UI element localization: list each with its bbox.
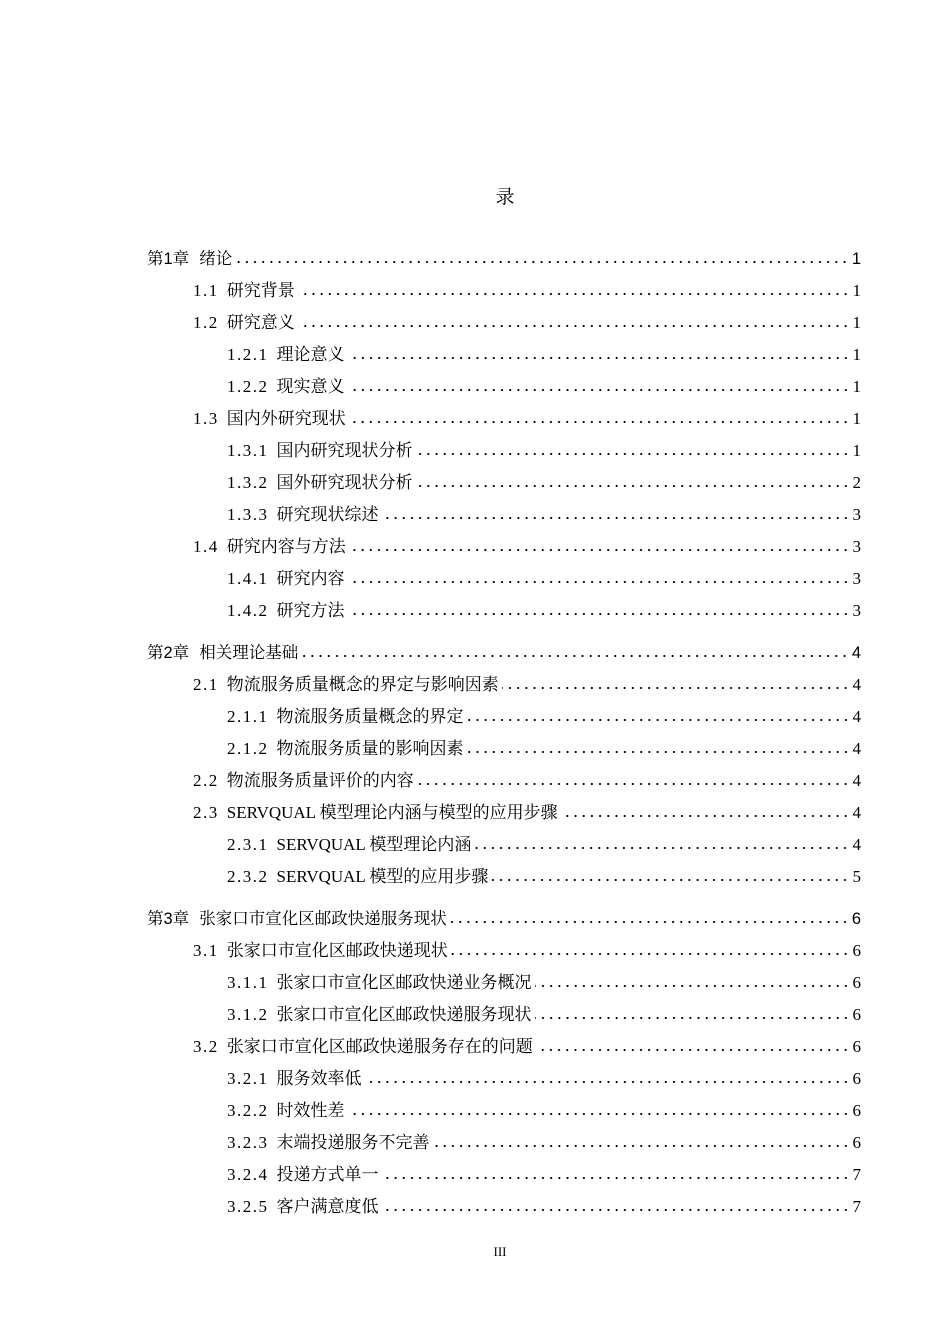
toc-entry-number: 3.2.3 [227, 1133, 269, 1152]
toc-entry[interactable] [147, 861, 861, 893]
toc-entry-number: 第1章 [147, 250, 190, 268]
toc-entry-title: 物流服务质量概念的界定 [276, 707, 464, 726]
dot-leader [451, 952, 850, 956]
toc-entry-page: 6 [852, 1133, 861, 1152]
dot-leader [535, 1016, 850, 1020]
toc-entry[interactable] [147, 499, 861, 531]
toc-entry-page: 6 [852, 941, 861, 960]
toc-entry-number: 2.2 [193, 771, 219, 790]
toc-entry-title: 张家口市宣化区邮政快递业务概况 [276, 973, 532, 992]
toc-entry-number: 1.2.2 [227, 377, 269, 396]
toc-entry-title: 物流服务质量概念的界定与影响因素 [226, 675, 499, 694]
dot-leader [467, 718, 850, 722]
dot-leader [298, 324, 850, 328]
toc-entry-title: SERVQUAL 模型的应用步骤 [276, 867, 489, 886]
toc-entry-title: 现实意义 [276, 377, 345, 396]
dot-leader [348, 388, 850, 392]
toc-entry-number: 3.2.1 [227, 1069, 269, 1088]
toc-entry-number: 2.1.1 [227, 707, 269, 726]
dot-leader [474, 846, 849, 850]
dot-leader [348, 356, 850, 360]
toc-entry-page: 4 [852, 835, 861, 854]
toc-entry[interactable] [147, 403, 861, 435]
toc-entry-page: 7 [852, 1197, 861, 1216]
toc-entry-page: 6 [852, 1037, 861, 1056]
toc-entry-title: 末端投递服务不完善 [276, 1133, 430, 1152]
dot-leader [348, 1112, 850, 1116]
toc-entry-title: 研究内容 [276, 569, 345, 588]
toc-entry-title: 物流服务质量的影响因素 [276, 739, 464, 758]
dot-leader [348, 580, 850, 584]
toc-entry-title: 国外研究现状分析 [276, 473, 413, 492]
toc-entry-page: 3 [852, 569, 861, 588]
toc-entry-number: 1.3.1 [227, 441, 269, 460]
dot-leader [416, 452, 850, 456]
toc-chapter-entry[interactable] [147, 243, 861, 275]
toc-entry[interactable] [147, 531, 861, 563]
toc-entry-title: 研究意义 [226, 313, 295, 332]
toc-entry-number: 1.1 [193, 281, 219, 300]
toc-entry-number: 3.1.2 [227, 1005, 269, 1024]
dot-leader [561, 814, 850, 818]
toc-entry-number: 3.2.5 [227, 1197, 269, 1216]
dot-leader [382, 1208, 850, 1212]
toc-entry-number: 3.1.1 [227, 973, 269, 992]
toc-entry-page: 4 [852, 707, 861, 726]
toc-entry-number: 1.3 [193, 409, 219, 428]
toc-entry-title: 时效性差 [276, 1101, 345, 1120]
toc-entry[interactable] [147, 595, 861, 627]
page-number-footer: III [493, 1244, 507, 1259]
dot-leader [491, 878, 849, 882]
toc-entry-title: SERVQUAL 模型理论内涵 [276, 835, 472, 854]
toc-entry[interactable] [147, 275, 861, 307]
toc-entry[interactable] [147, 1095, 861, 1127]
dot-leader [417, 782, 850, 786]
toc-entry-page: 4 [852, 771, 861, 790]
toc-entry-page: 3 [852, 505, 861, 524]
toc-entry-page: 6 [852, 1005, 861, 1024]
toc-entry-title: 张家口市宣化区邮政快递服务现状 [199, 910, 447, 928]
toc-entry[interactable] [147, 435, 861, 467]
toc-entry-title: 服务效率低 [276, 1069, 362, 1088]
toc-entry[interactable] [147, 1031, 861, 1063]
toc-entry-number: 1.4.2 [227, 601, 269, 620]
dot-leader [349, 548, 850, 552]
toc-entry-number: 第2章 [147, 644, 190, 662]
dot-leader [382, 1176, 850, 1180]
toc-entry-page: 2 [852, 473, 861, 492]
toc-entry-page: 4 [852, 675, 861, 694]
dot-leader [235, 260, 849, 264]
dot-leader [365, 1080, 850, 1084]
toc-entry-page: 5 [852, 867, 861, 886]
toc-entry-number: 1.4 [193, 537, 219, 556]
toc-chapter-entry[interactable] [147, 637, 861, 669]
toc-entry-number: 2.1.2 [227, 739, 269, 758]
toc-entry-number: 2.1 [193, 675, 219, 694]
toc-entry-number: 1.2 [193, 313, 219, 332]
toc-entry-number: 1.3.2 [227, 473, 269, 492]
toc-entry[interactable] [147, 797, 861, 829]
toc-entry-number: 1.3.3 [227, 505, 269, 524]
toc-entry-page: 6 [851, 910, 861, 928]
dot-leader [467, 750, 850, 754]
toc-entry-title: 理论意义 [276, 345, 345, 364]
dot-leader [416, 484, 850, 488]
toc-entry[interactable] [147, 467, 861, 499]
toc-entry-page: 7 [852, 1165, 861, 1184]
dot-leader [348, 612, 850, 616]
toc-entry[interactable] [147, 829, 861, 861]
toc-entry-page: 4 [852, 803, 861, 822]
toc-entry-title: 国内外研究现状 [226, 409, 346, 428]
toc-entry-title: 张家口市宣化区邮政快递服务现状 [276, 1005, 532, 1024]
toc-entry[interactable] [147, 669, 861, 701]
toc-entry-title: 投递方式单一 [276, 1165, 379, 1184]
toc-entry-page: 6 [852, 1069, 861, 1088]
toc-entry-number: 3.2 [193, 1037, 219, 1056]
dot-leader [535, 984, 850, 988]
toc-entry-number: 3.2.4 [227, 1165, 269, 1184]
toc-entry-title: 研究背景 [226, 281, 295, 300]
toc-entry[interactable] [147, 1063, 861, 1095]
toc-entry-title: 研究方法 [276, 601, 345, 620]
toc-entry[interactable] [147, 1127, 861, 1159]
toc-entry-number: 2.3 [193, 803, 219, 822]
toc-entry[interactable] [147, 371, 861, 403]
dot-leader [298, 292, 850, 296]
toc-entry-number: 2.3.1 [227, 835, 269, 854]
toc-entry-title: 研究内容与方法 [226, 537, 346, 556]
toc-entry-title: 张家口市宣化区邮政快递服务存在的问题 [226, 1037, 533, 1056]
toc-entry[interactable] [147, 1159, 861, 1191]
toc-entry[interactable] [147, 563, 861, 595]
toc-entry-title: 张家口市宣化区邮政快递现状 [226, 941, 448, 960]
toc-entry[interactable] [147, 701, 861, 733]
toc-entry-page: 3 [852, 537, 861, 556]
toc-entry[interactable] [147, 733, 861, 765]
toc-entry-page: 1 [852, 313, 861, 332]
toc-entry-title: 相关理论基础 [199, 644, 299, 662]
dot-leader [536, 1048, 850, 1052]
dot-leader [301, 654, 849, 658]
dot-leader [433, 1144, 850, 1148]
toc-entry-title: 绪论 [199, 250, 233, 268]
toc-entry[interactable] [147, 1191, 861, 1223]
toc-title: 录 [495, 187, 515, 208]
toc-entry-page: 1 [852, 281, 861, 300]
toc-entry-page: 1 [852, 377, 861, 396]
toc-entry-title: 国内研究现状分析 [276, 441, 413, 460]
toc-entry-number: 第3章 [147, 910, 190, 928]
toc-entry[interactable] [147, 765, 861, 797]
toc-entry-page: 1 [852, 345, 861, 364]
toc-entry-number: 1.4.1 [227, 569, 269, 588]
dot-leader [349, 420, 850, 424]
toc-entry-number: 3.1 [193, 941, 219, 960]
toc-entry-page: 1 [852, 409, 861, 428]
toc-entry-title: 物流服务质量评价的内容 [226, 771, 414, 790]
toc-entry-title: SERVQUAL 模型理论内涵与模型的应用步骤 [226, 803, 558, 822]
toc-entry-page: 4 [851, 644, 861, 662]
toc-entry-page: 6 [852, 1101, 861, 1120]
toc-entry[interactable] [147, 999, 861, 1031]
toc-entry-title: 研究现状综述 [276, 505, 379, 524]
dot-leader [450, 920, 849, 924]
toc-entry-page: 6 [852, 973, 861, 992]
toc-entry-page: 3 [852, 601, 861, 620]
table-of-contents [147, 243, 861, 1223]
toc-entry-number: 3.2.2 [227, 1101, 269, 1120]
toc-entry-page: 1 [852, 441, 861, 460]
toc-entry-number: 1.2.1 [227, 345, 269, 364]
toc-entry-page: 1 [851, 250, 861, 268]
dot-leader [502, 686, 850, 690]
toc-entry[interactable] [147, 935, 861, 967]
toc-entry[interactable] [147, 339, 861, 371]
toc-chapter-entry[interactable] [147, 903, 861, 935]
dot-leader [382, 516, 850, 520]
toc-entry-title: 客户满意度低 [276, 1197, 379, 1216]
toc-entry-page: 4 [852, 739, 861, 758]
toc-entry[interactable] [147, 967, 861, 999]
toc-entry[interactable] [147, 307, 861, 339]
toc-entry-number: 2.3.2 [227, 867, 269, 886]
